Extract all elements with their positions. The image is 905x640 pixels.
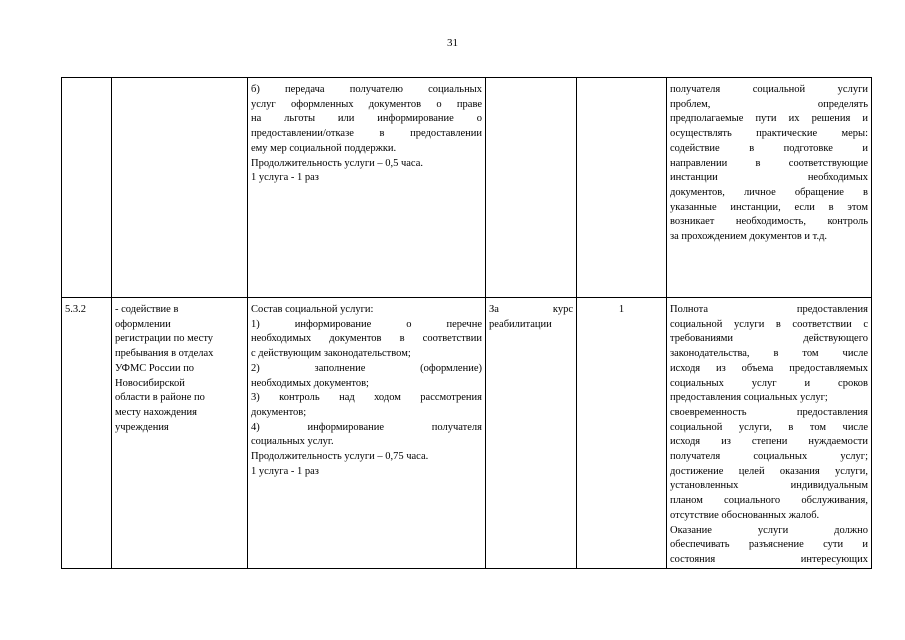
cell-text-line: области в районе по bbox=[115, 392, 205, 404]
cell-text-line: направлении в соответствующие bbox=[670, 157, 868, 169]
cell-text-line: достижение целей оказания услуги, bbox=[670, 465, 868, 477]
cell-quality bbox=[667, 78, 872, 298]
cell-text-line: Полнота предоставления bbox=[670, 304, 868, 315]
cell-service-name bbox=[112, 298, 248, 569]
cell-text-line: получателя социальной услуги bbox=[670, 84, 868, 95]
cell-text-line: документов; bbox=[251, 406, 307, 418]
cell-period bbox=[486, 298, 577, 569]
cell-number: 5.3.2 bbox=[62, 298, 112, 569]
cell-text-line: 1 услуга - 1 раз bbox=[251, 465, 319, 477]
cell-text-line: учреждения bbox=[115, 421, 169, 433]
cell-text-line: 1) информирование о перечне bbox=[251, 318, 482, 330]
cell-text-line: социальной услуги, в том числе bbox=[670, 421, 868, 433]
cell-text-line: оформлении bbox=[115, 318, 171, 330]
cell-text-line: возникает необходимость, контроль bbox=[670, 216, 868, 228]
cell-text-line: с действующим законодательством; bbox=[251, 348, 411, 360]
cell-text-line: необходимых документов; bbox=[251, 377, 369, 389]
cell-text-line: регистрации по месту bbox=[115, 333, 214, 345]
cell-text-line: месту нахождения bbox=[115, 406, 197, 418]
cell-text-line: состояния интересующих bbox=[670, 553, 868, 565]
cell-text-line: УФМС России по bbox=[115, 362, 195, 374]
cell-text-line: исходя из объема предоставляемых bbox=[670, 362, 868, 374]
cell-text-line: Продолжительность услуги – 0,75 часа. bbox=[251, 451, 429, 463]
cell-text-line: социальной услуги в соответствии с bbox=[670, 318, 868, 330]
cell-text-line: Оказание услуги должно bbox=[670, 524, 868, 536]
cell-service-name bbox=[112, 78, 248, 298]
cell-text-line: 3) контроль над ходом рассмотрения bbox=[251, 392, 482, 404]
cell-text-line: 1 услуга - 1 раз bbox=[251, 172, 319, 184]
cell-text-line: социальных услуг и сроков bbox=[670, 377, 868, 389]
cell-text-line: установленных индивидуальным bbox=[670, 480, 868, 492]
cell-service-content bbox=[248, 78, 486, 298]
table-row bbox=[62, 78, 872, 298]
cell-text-line: законодательства, в том числе bbox=[670, 348, 868, 360]
cell-text-line: услуг оформленных документов о праве bbox=[251, 98, 482, 110]
cell-text-line: ему мер социальной поддержки. bbox=[251, 142, 397, 154]
cell-text-line: исходя из степени нуждаемости bbox=[670, 436, 868, 448]
cell-text-line: 2) заполнение (оформление) bbox=[251, 362, 482, 374]
cell-period bbox=[486, 78, 577, 298]
cell-volume: 1 bbox=[577, 298, 667, 569]
cell-text-line: содействие в подготовке и bbox=[670, 142, 868, 154]
cell-text-line: предоставлении/отказе в предоставлении bbox=[251, 128, 482, 140]
cell-number bbox=[62, 78, 112, 298]
cell-volume bbox=[577, 78, 667, 298]
cell-text-line: предполагаемые пути их решения и bbox=[670, 113, 868, 125]
cell-text-line: за прохождением документов и т.д. bbox=[670, 231, 828, 243]
cell-quality bbox=[667, 298, 872, 569]
cell-text-line: инстанции необходимых bbox=[670, 172, 868, 184]
cell-text-line: проблем, определять bbox=[670, 98, 868, 110]
cell-text-line: - содействие в bbox=[115, 304, 179, 315]
cell-text-line: Продолжительность услуги – 0,5 часа. bbox=[251, 157, 424, 169]
cell-text-line: пребывания в отделах bbox=[115, 348, 214, 360]
cell-text-line: отсутствие обоснованных жалоб. bbox=[670, 509, 820, 521]
cell-text-line: получателя социальных услуг; bbox=[670, 451, 868, 463]
cell-service-content bbox=[248, 298, 486, 569]
cell-text-line: За курс bbox=[489, 304, 573, 315]
cell-text-line: планом социального обслуживания, bbox=[670, 495, 868, 507]
services-table bbox=[61, 77, 872, 569]
cell-text-line: на льготы или информирование о bbox=[251, 113, 482, 125]
cell-text-line: реабилитации bbox=[489, 318, 552, 330]
cell-text-line: 4) информирование получателя bbox=[251, 421, 482, 433]
cell-text-line: предоставления социальных услуг; bbox=[670, 392, 828, 404]
cell-text-line: обеспечивать разъяснение сути и bbox=[670, 539, 868, 551]
cell-text-line: Состав социальной услуги: bbox=[251, 304, 374, 315]
page-number: 31 bbox=[447, 37, 458, 49]
cell-text-line: своевременность предоставления bbox=[670, 406, 868, 418]
table-row bbox=[62, 298, 872, 569]
cell-text-line: документов, личное обращение в bbox=[670, 186, 868, 198]
cell-text-line: требованиями действующего bbox=[670, 333, 868, 345]
cell-text-line: социальных услуг. bbox=[251, 436, 334, 448]
cell-text-line: Новосибирской bbox=[115, 377, 185, 389]
cell-text-line: необходимых документов в соответствии bbox=[251, 333, 482, 345]
cell-text-line: указанные инстанции, если в этом bbox=[670, 201, 868, 213]
cell-text-line: осуществлять практические меры: bbox=[670, 128, 868, 140]
cell-text-line: б) передача получателю социальных bbox=[251, 84, 482, 95]
